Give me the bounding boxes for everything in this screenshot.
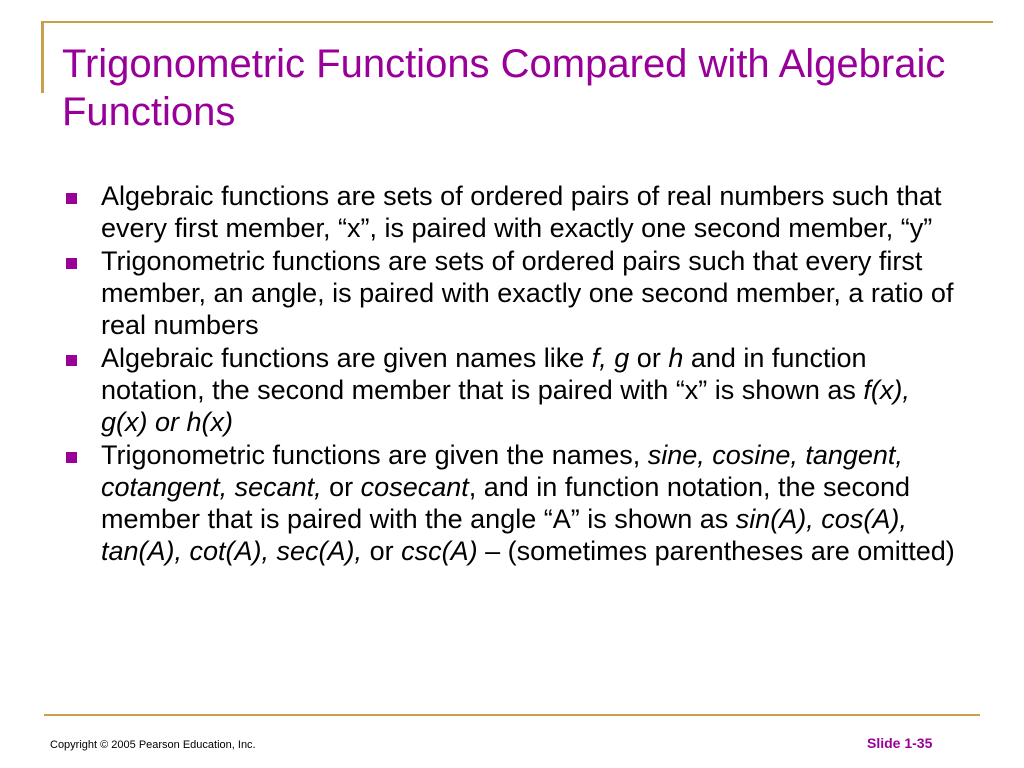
- bullet-text: or: [362, 536, 402, 566]
- title-accent-vertical-line: [41, 21, 44, 93]
- square-bullet-icon: [66, 258, 77, 269]
- bullet-text: Trigonometric functions are given the names,: [101, 440, 648, 470]
- bullet-text: and in function notation, the second member that is paired with “x” is shown as: [101, 343, 867, 405]
- bullet-text: Trigonometric functions are sets of ordered pairs such that every first member, an angle, is paired with exactly one second member, a ratio of real numbers: [101, 246, 954, 340]
- slide-number: Slide 1-35: [867, 735, 933, 751]
- bullet-item: [62, 245, 962, 341]
- bullet-text: Algebraic functions are given names like: [101, 343, 592, 373]
- bullet-text: or: [321, 472, 361, 502]
- bullet-text-italic: h: [668, 343, 684, 373]
- bullet-list: [62, 180, 962, 568]
- copyright-text: Copyright © 2005 Pearson Education, Inc.: [50, 739, 256, 751]
- bullet-text: , and in function notation, the second member that is paired with the angle “A” is shown as: [101, 472, 911, 534]
- bullet-text: or: [629, 343, 669, 373]
- bullet-text-italic: cosecant: [360, 472, 469, 502]
- square-bullet-icon: [66, 452, 77, 463]
- square-bullet-icon: [66, 193, 77, 204]
- slide-title: Trigonometric Functions Compared with Algebraic Functions: [62, 42, 946, 134]
- bullet-item: [62, 439, 962, 567]
- footer-divider-line: [44, 714, 980, 716]
- bullet-text-italic: csc(A): [401, 536, 478, 566]
- bullet-text: – (sometimes parentheses are omitted): [477, 536, 955, 566]
- bullet-text-italic: f, g: [591, 343, 630, 373]
- bullet-text-italic: f(x), g(x) or h(x): [101, 375, 910, 437]
- square-bullet-icon: [66, 355, 77, 366]
- bullet-text-italic: sine, cosine, tangent, cotangent, secant,: [101, 440, 903, 502]
- title-accent-top-line: [41, 21, 993, 23]
- bullet-item: [62, 342, 962, 438]
- bullet-item: [62, 180, 962, 244]
- bullet-text: Algebraic functions are sets of ordered pairs of real numbers such that every first member, “x”, is paired with exactly one second member, “y”: [101, 181, 942, 243]
- bullet-text-italic: sin(A), cos(A), tan(A), cot(A), sec(A),: [101, 504, 907, 566]
